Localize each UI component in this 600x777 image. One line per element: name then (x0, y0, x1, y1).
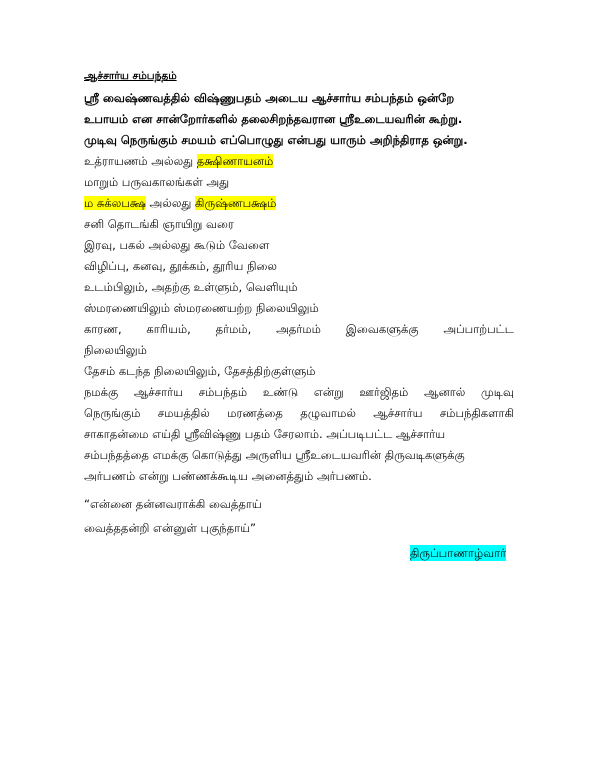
list-line-6: விழிப்பு, கனவு, தூக்கம், தூரிய நிலை (84, 259, 277, 273)
word: ஆனால் (424, 385, 466, 399)
list-line-3 (84, 195, 276, 211)
word: அப்பாற்பட்ட (443, 322, 514, 336)
para2-line-5: அர்பணம் என்று பண்ணக்கூடிய அனைத்தும் அர்பணம். (84, 469, 372, 483)
word: இவைகளுக்கு (345, 322, 419, 336)
word: தழுவாமல் (300, 406, 356, 420)
word: தர்மம், (215, 322, 252, 336)
para2-line-1 (84, 384, 514, 400)
word: சம்பந்திகளாகி (439, 406, 514, 420)
list-line-11: தேசம் கடந்த நிலையிலும், தேசத்திற்குள்ளும் (84, 364, 316, 378)
word: நமக்கு (84, 385, 119, 399)
alladhu-text: அல்லது (145, 196, 196, 210)
dakshinayanam-highlight: தக்ஷிணாயனம் (196, 154, 274, 168)
list-line-10: நிலையிலும் (84, 343, 147, 357)
para1-line-3: முடிவு நெருங்கும் சமயம் எப்பொழுது என்பது யாரும் அறிந்திராத ஒன்று. (84, 133, 468, 147)
quote-line-1: “என்னை தன்னவராக்கி வைத்தாய் (84, 497, 262, 511)
para2-line-4: சம்பந்தத்தை எமக்கு கொடுத்து அருளிய ஸ்ரீஉடையவரின் திருவடிகளுக்கு (84, 448, 465, 462)
document-title: ஆச்சார்ய சம்பந்தம் (84, 70, 177, 82)
word: நெருங்கும் (84, 406, 141, 420)
word: முடிவு (481, 385, 514, 399)
shukla-paksha-highlight: ம சுக்லபக்ஷ (84, 196, 146, 210)
para2-line-3: சாகாதன்மை எய்தி ஸ்ரீவிஷ்ணு பதம் சேரலாம். அப்படிபட்ட ஆச்சார்ய (84, 427, 446, 441)
krishna-paksha-highlight: கிருஷ்ணபக்ஷம் (195, 196, 277, 210)
list-line-2: மாறும் பருவகாலங்கள் அது (84, 175, 230, 189)
para1-line-1: ஸ்ரீ வைஷ்ணவத்தில் விஷ்ணுபதம் அடைய ஆச்சார்ய சம்பந்தம் ஒன்றே (84, 91, 455, 105)
word: காரியம், (146, 322, 191, 336)
para1-line-2: உபாயம் என சான்றோர்களில் தலைசிறந்தவரான ஸ்ரீஉடையவரின் கூற்று. (84, 112, 463, 126)
list-line-4: சனி தொடங்கி ஞாயிறு வரை (84, 217, 234, 231)
para2-line-2 (84, 405, 514, 421)
uttarayanam-text: உத்ராயணம் அல்லது (84, 154, 197, 168)
word: உண்டு (262, 385, 299, 399)
list-line-9 (84, 321, 514, 337)
list-line-7: உடம்பிலும், அதற்கு உள்ளும், வெளியும் (84, 280, 298, 294)
list-line-1 (84, 153, 273, 169)
word: காரண, (84, 322, 122, 336)
list-line-5: இரவு, பகல் அல்லது கூடும் வேளை (84, 238, 270, 252)
quote-line-2: வைத்ததன்றி என்னுள் புகுந்தாய்” (84, 521, 256, 535)
word: மரணத்தை (227, 406, 283, 420)
word: ஊர்ஜிதம் (359, 385, 409, 399)
word: ஆச்சார்ய (133, 385, 184, 399)
word: சமயத்தில் (157, 406, 210, 420)
word: ஆச்சார்ய (373, 406, 423, 420)
list-line-8: ஸ்மரணையிலும் ஸ்மரணையற்ற நிலையிலும் (84, 301, 319, 315)
word: என்று (313, 385, 344, 399)
author-signature: திருப்பாணாழ்வார் (410, 546, 507, 560)
word: அதர்மம் (276, 322, 321, 336)
word: சம்பந்தம் (198, 385, 248, 399)
